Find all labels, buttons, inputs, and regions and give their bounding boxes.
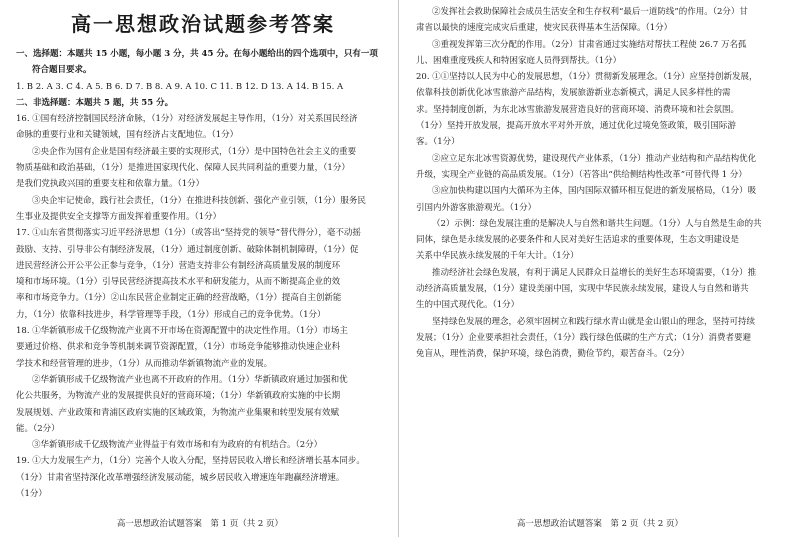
answer-line: 力，（1分）依靠科技进步，科学管理等手段，（1分）形成自己的竞争优势。（1分） xyxy=(16,309,326,320)
answer-line: 发展规划、产业政策和青浦区政府实施的区域政策，为物流产业集聚和转型发展有效赋 xyxy=(16,407,340,418)
answer-line: 物质基础和政治基础，（1分）是推进国家现代化、保障人民共同利益的重要力量，（1分） xyxy=(16,163,350,174)
page-2-body xyxy=(416,4,790,363)
answer-line: ③央企牢记使命，践行社会责任，（1分）在推进科技创新、强化产业引领，（1分）服务民 xyxy=(32,195,366,206)
answer-line: 命脉的重要行业和关键领域，国有经济占支配地位。（1分） xyxy=(16,130,239,141)
answer-line: 免盲从，理性消费，保护环境，绿色消费，勤俭节约，艰苦奋斗。（2分） xyxy=(416,349,690,360)
answer-line: 生事业及提供安全支撑等方面发挥着重要作用。（1分） xyxy=(16,211,222,222)
answer-line: 是我们党执政兴国的重要支柱和依靠力量。（1分） xyxy=(16,179,205,190)
answer-line: 同体，绿色是永续发展的必要条件和人民对美好生活追求的重要体现，生态文明建设是 xyxy=(416,235,740,246)
answer-line: 鼓励、支持、引导非公有制经济发展，（1分）通过制度创新、破除体制机制障碍，（1分）促 xyxy=(16,244,359,255)
answer-line: 客。（1分） xyxy=(416,137,460,148)
answer-line: 二、非选择题：本题共 5 题，共 55 分。 xyxy=(16,97,174,108)
answer-line: 18. ①华新镇形成千亿级物流产业离不开市场在资源配置中的决定性作用。（1分）市场主 xyxy=(16,326,348,337)
answer-line: ③重视发挥第三次分配的作用。（2分）甘肃省通过实施结对帮扶工程使 26.7 万名孤 xyxy=(432,39,747,50)
answer-line: ②应立足东北冰雪资源优势，建设现代产业体系，（1分）推动产业结构和产品结构优化 xyxy=(432,153,757,164)
page-1-body xyxy=(16,46,390,502)
answer-line: （1分）甘肃省坚持深化改革增强经济发展动能，城乡居民收入增速连年跑赢经济增速。 xyxy=(16,472,345,483)
answer-line: ②发挥社会救助保障社会成员生活安全和生存权利“最后一道防线”的作用。（2分）甘 xyxy=(432,7,748,17)
answer-line: 境和市场环境。（1分）引导民营经济提高技术水平和研发能力，从而不断提高企业的效 xyxy=(16,277,341,288)
answer-line: （1分） xyxy=(16,489,47,500)
answer-line: 化公共服务，为物流产业的发展提供良好的营商环境；（1分）华新镇政府实施的中长期 xyxy=(16,391,341,402)
answer-line: 坚持绿色发展的理念，必须牢固树立和践行绿水青山就是金山银山的理念，坚持可持续 xyxy=(432,316,756,327)
answer-line: 肃省以最快的速度完成灾后重建，使灾民获得基本生活保障。（1分） xyxy=(416,23,673,34)
answer-line: 学技术和经营管理的进步，（1分）从而推动华新镇物流产业的发展。 xyxy=(16,358,273,369)
answer-line: 推动经济社会绿色发展，有利于满足人民群众日益增长的美好生态环境需要，（1分）推 xyxy=(432,267,757,278)
answer-line: 一、选择题：本题共 15 小题，每小题 3 分，共 45 分。在每小题给出的四个选项中，只有一项 xyxy=(16,49,378,59)
answer-line: 求。坚持制度创新，为东北冰雪旅游发展营造良好的营商环境、消费环境和社会氛围。 xyxy=(416,104,740,115)
answer-line: 发展；（1分）企业要承担社会责任，（1分）践行绿色低碳的生产方式；（1分）消费者要避 xyxy=(416,332,751,343)
answer-line: 要通过价格、供求和竞争等机制来调节资源配置，（1分）市场竞争能够推动快速企业科 xyxy=(16,342,341,353)
answer-line: 能。（2分） xyxy=(16,423,60,434)
answer-line: ③应加快构建以国内大循环为主体，国内国际双循环相互促进的新发展格局，（1分）吸 xyxy=(432,186,757,197)
answer-line: 率和市场竞争力。（1分）②山东民营企业制定正确的经营战略，（1分）提高自主创新能 xyxy=(16,293,342,304)
answer-line: （2）示例：绿色发展注重的是解决人与自然和谐共生问题。（1分）人与自然是生命的共 xyxy=(432,218,762,229)
answer-line: 进民营经济公开公平公正参与竞争，（1分）营造支持非公有制经济高质量发展的制度环 xyxy=(16,260,341,271)
page-divider xyxy=(398,0,399,537)
answer-line: 20. ①①坚持以人民为中心的发展思想，（1分）贯彻新发展理念。（1分）应坚持创新发展， xyxy=(416,72,758,83)
page-title: 高一思想政治试题参考答案 xyxy=(71,12,335,36)
answer-line: 19. ①大力发展生产力，（1分）完善个人收入分配，坚持居民收入增长和经济增长基本同步。 xyxy=(16,456,365,467)
answer-line: ②华新镇形成千亿级物流产业也离不开政府的作用。（1分）华新镇政府通过加强和优 xyxy=(32,374,348,385)
answer-line: ②央企作为国有企业是国有经济最主要的实现形式，（1分）是中国特色社会主义的重要 xyxy=(32,146,357,157)
answer-line: 动经济高质量发展，（1分）建设美丽中国，实现中华民族永续发展，建设人与自然和谐共 xyxy=(416,284,749,295)
answer-line: 符合题目要求。 xyxy=(32,65,92,76)
answer-line: 16. ①国有经济控制国民经济命脉，（1分）对经济发展起主导作用，（1分）对关系国民经济 xyxy=(16,114,358,125)
answer-page-2 xyxy=(400,0,800,537)
answer-line: ③华新镇形成千亿级物流产业得益于有效市场和有为政府的有机结合。（2分） xyxy=(32,440,323,451)
answer-line: 儿、困难重度残疾人和特困家庭人员得到帮扶。（1分） xyxy=(416,55,622,66)
answer-line: 关系中华民族永续发展的千年大计。（1分） xyxy=(416,251,579,262)
answer-line: 引国内外游客旅游观光。（1分） xyxy=(416,202,537,213)
answer-line: 17. ①山东省贯彻落实习近平经济思想（1分）（或答出“坚持党的领导”替代得分），毫不动摇 xyxy=(16,228,361,239)
answer-line: 生的中国式现代化。（1分） xyxy=(416,300,520,311)
page-footer-2: 高一思想政治试题答案 第 2 页（共 2 页） xyxy=(516,519,684,529)
answer-line: （1分）坚持开放发展，提高开放水平对外开放，通过优化过境免签政策，吸引国际游 xyxy=(416,121,736,132)
answer-line: 1. B 2. A 3. C 4. A 5. B 6. D 7. B 8. A 9. A 10. C 11. B 12. D 13. A 14. B 15. A xyxy=(16,81,344,92)
answer-line: 升级，实现全产业链的高品质发展。（1分）（若答出“供给侧结构性改革”可替代得 1 分） xyxy=(416,169,747,180)
answer-line: 依靠科技创新优化冰雪旅游产品结构，发展旅游新业态新模式，满足人民多样性的需 xyxy=(416,88,731,99)
page-footer-1: 高一思想政治试题答案 第 1 页（共 2 页） xyxy=(116,519,284,529)
